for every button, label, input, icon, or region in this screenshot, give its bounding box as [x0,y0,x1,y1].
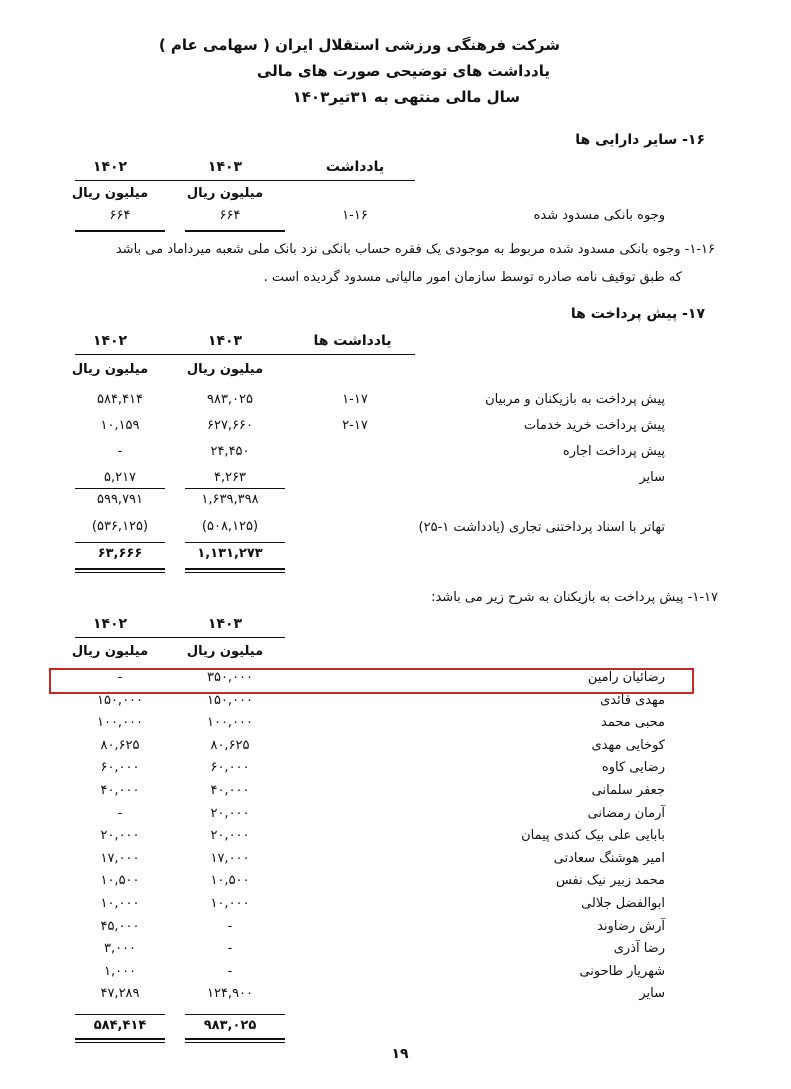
row-value-1403: ۹۸۳,۰۲۵ [206,392,254,407]
row-note: ۱-۱۶ [342,208,368,223]
row-value-1402: ۴۷,۲۸۹ [100,986,140,1002]
s171-total-rule-bottom [185,1042,285,1043]
row-value-1403: ۱۰,۵۰۰ [210,873,250,889]
row-value-1402: ۱۷,۰۰۰ [100,850,140,866]
row-value-1402: ۱,۰۰۰ [103,963,137,979]
player-name: مهدی قائدی [600,692,665,708]
s17-offset-1402: (۵۳۶,۱۲۵) [91,519,149,534]
row-value-1403: ۶۶۴ [219,208,241,223]
s16-note-line-2: که طبق توقیف نامه صادره توسط سازمان امور مالیاتی مسدود گردیده است . [263,270,682,285]
row-value-1403: ۱۵۰,۰۰۰ [206,692,254,708]
s171-col-1403: ۱۴۰۳ [207,616,243,632]
row-value-1402: ۵,۲۱۷ [103,470,137,485]
player-name: شهریار طاحونی [579,963,665,979]
s171-total-rule-bottom [185,1038,285,1040]
row-value-1402: ۱۰,۵۰۰ [100,873,140,889]
s171-total-1403: ۹۸۳,۰۲۵ [203,1018,257,1033]
row-value-1402: - [117,670,123,685]
row-value-1402: - [117,805,123,821]
s171-total-rule-bottom [75,1038,165,1040]
s17-total-rule-bottom [185,572,285,573]
row-value-1403: ۱۲۴,۹۰۰ [206,986,254,1002]
player-name: محمد زبیر نیک نفس [555,873,665,889]
row-value-1403: ۳۵۰,۰۰۰ [206,670,254,685]
s17-unit-1402: میلیون ریال [71,362,149,377]
row-value-1402: - [117,444,123,459]
row-value-1403: ۱۰۰,۰۰۰ [206,715,254,731]
row-value-1403: ۲۰,۰۰۰ [210,828,250,844]
player-name: بابایی علی بیک کندی پیمان [521,828,665,844]
s16-total-rule [185,230,285,232]
s17-subtotal-1403: ۱,۶۳۹,۳۹۸ [201,492,259,507]
s17-offset-1403: (۵۰۸,۱۲۵) [201,519,259,534]
s17-offset-label: تهاتر با اسناد پرداختنی تجاری (یادداشت ۱-۲۵) [418,520,665,535]
row-note: ۲-۱۷ [342,418,368,433]
player-name: آرمان رمضانی [587,805,665,821]
player-name: امیر هوشنگ سعادتی [553,850,665,866]
s17-unit-1403: میلیون ریال [186,362,264,377]
row-value-1403: ۲۰,۰۰۰ [210,805,250,821]
player-name: کوخایی مهدی [591,737,665,753]
row-label: سایر [639,470,665,485]
row-value-1402: ۲۰,۰۰۰ [100,828,140,844]
row-value-1402: ۴۰,۰۰۰ [100,783,140,798]
s171-header-rule [75,637,285,638]
s16-col-1402: ۱۴۰۲ [92,159,128,175]
s17-total-rule-bottom [75,572,165,573]
s17-col-note: یادداشت ها [313,333,392,349]
row-value-1403: ۴۰,۰۰۰ [210,783,250,798]
s171-total-rule-bottom [75,1042,165,1043]
row-value-1402: ۸۰,۶۲۵ [100,737,140,753]
row-value-1403: - [227,963,233,979]
s17-total-rule-bottom [185,568,285,570]
s17-total-rule-top [75,542,165,543]
s17-total-rule-bottom [75,568,165,570]
row-value-1403: ۶۲۷,۶۶۰ [206,418,254,433]
row-value-1403: ۱۷,۰۰۰ [210,850,250,866]
s171-total-rule-top [75,1014,165,1015]
report-subtitle: یادداشت های توضیحی صورت های مالی [256,62,550,80]
s17-col-1402: ۱۴۰۲ [92,333,128,349]
player-name: ابوالفضل جلالی [581,896,665,911]
page-number: ۱۹ [391,1046,409,1062]
s17-total-1403: ۱,۱۳۱,۲۷۳ [197,546,263,561]
s16-unit-1403: میلیون ریال [186,186,264,201]
player-name: محبی محمد [601,715,665,731]
row-value-1403: ۶۰,۰۰۰ [210,760,250,776]
s17-subtotal-rule [185,488,285,489]
s16-total-rule [75,230,165,232]
player-name: سایر [639,986,665,1002]
player-name: رضایی کاوه [601,760,665,776]
report-period: سال مالی منتهی به ۳۱تیر۱۴۰۳ [292,88,520,106]
row-value-1403: - [227,941,233,957]
s17-header-rule [75,354,415,355]
section-17-title: ۱۷- پیش پرداخت ها [570,306,705,322]
s17-total-1402: ۶۳,۶۶۶ [97,546,143,561]
s17-subtotal-rule [75,488,165,489]
row-label: وجوه بانکی مسدود شده [533,208,665,223]
player-name: رضا آذری [613,941,665,957]
s17-total-rule-top [185,542,285,543]
s17-col-1403: ۱۴۰۳ [207,333,243,349]
s171-unit-1402: میلیون ریال [71,644,149,659]
row-value-1402: ۶۰,۰۰۰ [100,760,140,776]
row-value-1403: ۱۰,۰۰۰ [210,896,250,911]
row-note: ۱-۱۷ [342,392,368,407]
row-value-1403: ۸۰,۶۲۵ [210,737,250,753]
s17-subtotal-1402: ۵۹۹,۷۹۱ [96,492,144,507]
player-name: جعفر سلمانی [591,783,665,798]
s16-unit-1402: میلیون ریال [71,186,149,201]
s171-col-1402: ۱۴۰۲ [92,616,128,632]
s16-header-rule [75,180,415,181]
row-value-1402: ۱۰۰,۰۰۰ [96,715,144,731]
row-value-1402: ۱۰,۰۰۰ [100,896,140,911]
row-label: پیش پرداخت خرید خدمات [523,418,665,433]
s171-total-1402: ۵۸۴,۴۱۴ [93,1018,147,1033]
s16-note-line-1: ۱-۱۶- وجوه بانکی مسدود شده مربوط به موجودی یک فقره حساب بانکی نزد بانک ملی شعبه میرداماد می باشد [115,242,715,257]
row-value-1403: - [227,918,233,934]
row-value-1402: ۶۶۴ [109,208,131,223]
row-value-1402: ۵۸۴,۴۱۴ [96,392,144,407]
s16-col-1403: ۱۴۰۳ [207,159,243,175]
row-value-1402: ۳,۰۰۰ [103,941,137,957]
s171-unit-1403: میلیون ریال [186,644,264,659]
row-label: پیش پرداخت به بازیکنان و مربیان [485,392,665,407]
row-label: پیش پرداخت اجاره [562,444,665,459]
section-16-title: ۱۶- سایر دارایی ها [575,132,705,148]
player-name: آرش رضاوند [597,918,665,934]
section-17-1-intro: ۱-۱۷- پیش پرداخت به بازیکنان به شرح زیر می باشد: [431,590,718,605]
s16-col-note: یادداشت [325,159,385,175]
company-title: شرکت فرهنگی ورزشی استقلال ایران ( سهامی عام ) [158,36,560,54]
row-value-1403: ۲۴,۴۵۰ [210,444,250,459]
row-value-1403: ۴,۲۶۳ [213,470,247,485]
row-value-1402: ۱۰,۱۵۹ [100,418,140,433]
row-value-1402: ۱۵۰,۰۰۰ [96,692,144,708]
row-value-1402: ۴۵,۰۰۰ [100,918,140,934]
s171-total-rule-top [185,1014,285,1015]
player-name: رضائیان رامین [587,670,665,685]
